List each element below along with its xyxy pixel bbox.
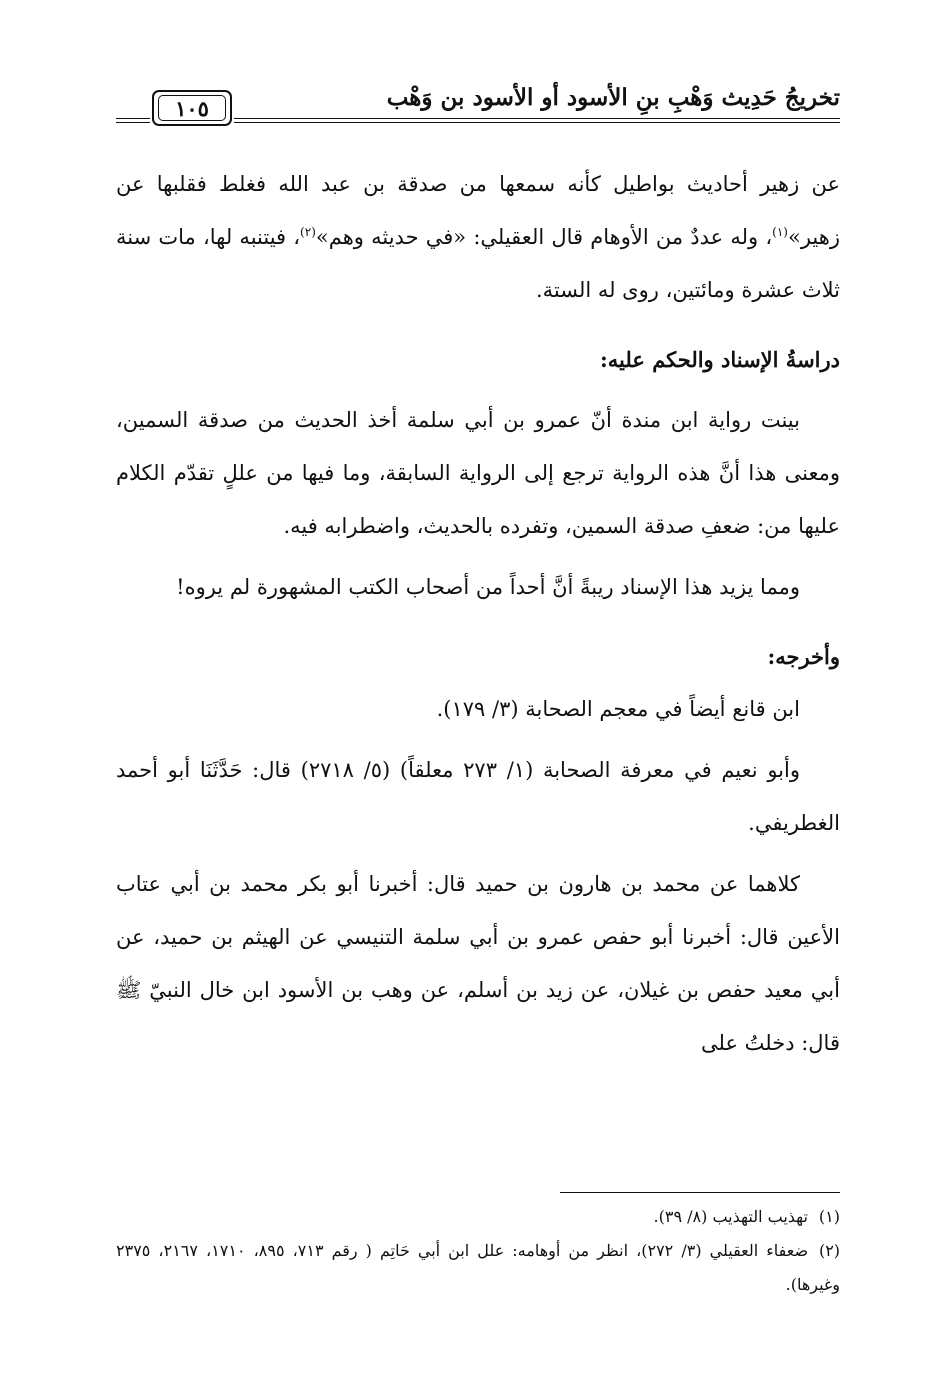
paragraph-text: ، فيتنبه لها، مات سنة ثلاث عشرة ومائتين، روى له الستة. (116, 225, 840, 302)
footnote-ref: (١) (772, 225, 788, 239)
paragraph: بينت رواية ابن مندة أنّ عمرو بن أبي سلمة أخذ الحديث من صدقة السمين، ومعنى هذا أنَّ هذه الرواية ترجع إلى الرواية السابقة، وما فيها من عللٍ تقدّم الكلام عليها من: ضعفِ صدقة السمين، وتفرده بالحديث، واضطرابه فيه. (116, 408, 840, 538)
footnote-number: (١) (818, 1207, 840, 1226)
footnote-ref: (٢) (300, 225, 316, 239)
footnotes (116, 1200, 840, 1302)
header-rule (116, 122, 150, 123)
paragraph-text: عن زهير أحاديث بواطيل كأنه سمعها من صدقة بن عبد الله فغلط فقلبها عن زهير» (116, 172, 840, 249)
running-title: تخريجُ حَدِيث وَهْبِ بنِ الأسود أو الأسود بن وَهْب (386, 84, 840, 111)
footnote (116, 1234, 840, 1302)
paragraph: وأبو نعيم في معرفة الصحابة (١/ ٢٧٣ معلقاً) (٥/ ٢٧١٨) قال: حَدَّثَنَا أبو أحمد الغطريفي. (116, 758, 840, 835)
footnote (116, 1200, 840, 1234)
paragraph-text: ، وله عددٌ من الأوهام قال العقيلي: «في حديثه وهم» (315, 225, 773, 249)
page-number-box (152, 90, 232, 126)
page-header (116, 78, 840, 134)
section-heading: وأخرجه: (767, 644, 840, 669)
footnote-text: تهذيب التهذيب (٨/ ٣٩). (653, 1207, 808, 1226)
paragraph (116, 158, 840, 317)
header-rule (234, 122, 840, 123)
header-rule (116, 118, 150, 119)
header-rule (234, 118, 840, 119)
page-number: ١٠٥ (175, 95, 209, 121)
paragraph: كلاهما عن محمد بن هارون بن حميد قال: أخبرنا أبو بكر محمد بن أبي عتاب الأعين قال: أخبرنا أبو حفص عمرو بن أبي سلمة التنيسي عن الهيثم بن حميد، عن أبي معيد حفص بن غيلان، عن زيد بن أسلم، عن وهب بن الأسود ابن خال النبيّ ﷺ قال: دخلتُ على (116, 872, 840, 1055)
footnote-separator (560, 1192, 840, 1193)
footnote-text: ضعفاء العقيلي (٣/ ٢٧٢)، انظر من أوهامه: علل ابن أبي حَاتِم ( رقم ٧١٣، ٨٩٥، ١٧١٠، ٢١٦٧، ٢٣٧٥ وغيرها). (116, 1241, 840, 1294)
paragraph: ومما يزيد هذا الإسناد ريبةً أنَّ أحداً من أصحاب الكتب المشهورة لم يروه! (176, 575, 800, 599)
section-heading: دراسةُ الإسناد والحكم عليه: (600, 347, 840, 372)
paragraph: ابن قانع أيضاً في معجم الصحابة (٣/ ١٧٩). (436, 697, 800, 721)
footnote-number: (٢) (818, 1241, 841, 1260)
main-text (116, 158, 840, 1070)
